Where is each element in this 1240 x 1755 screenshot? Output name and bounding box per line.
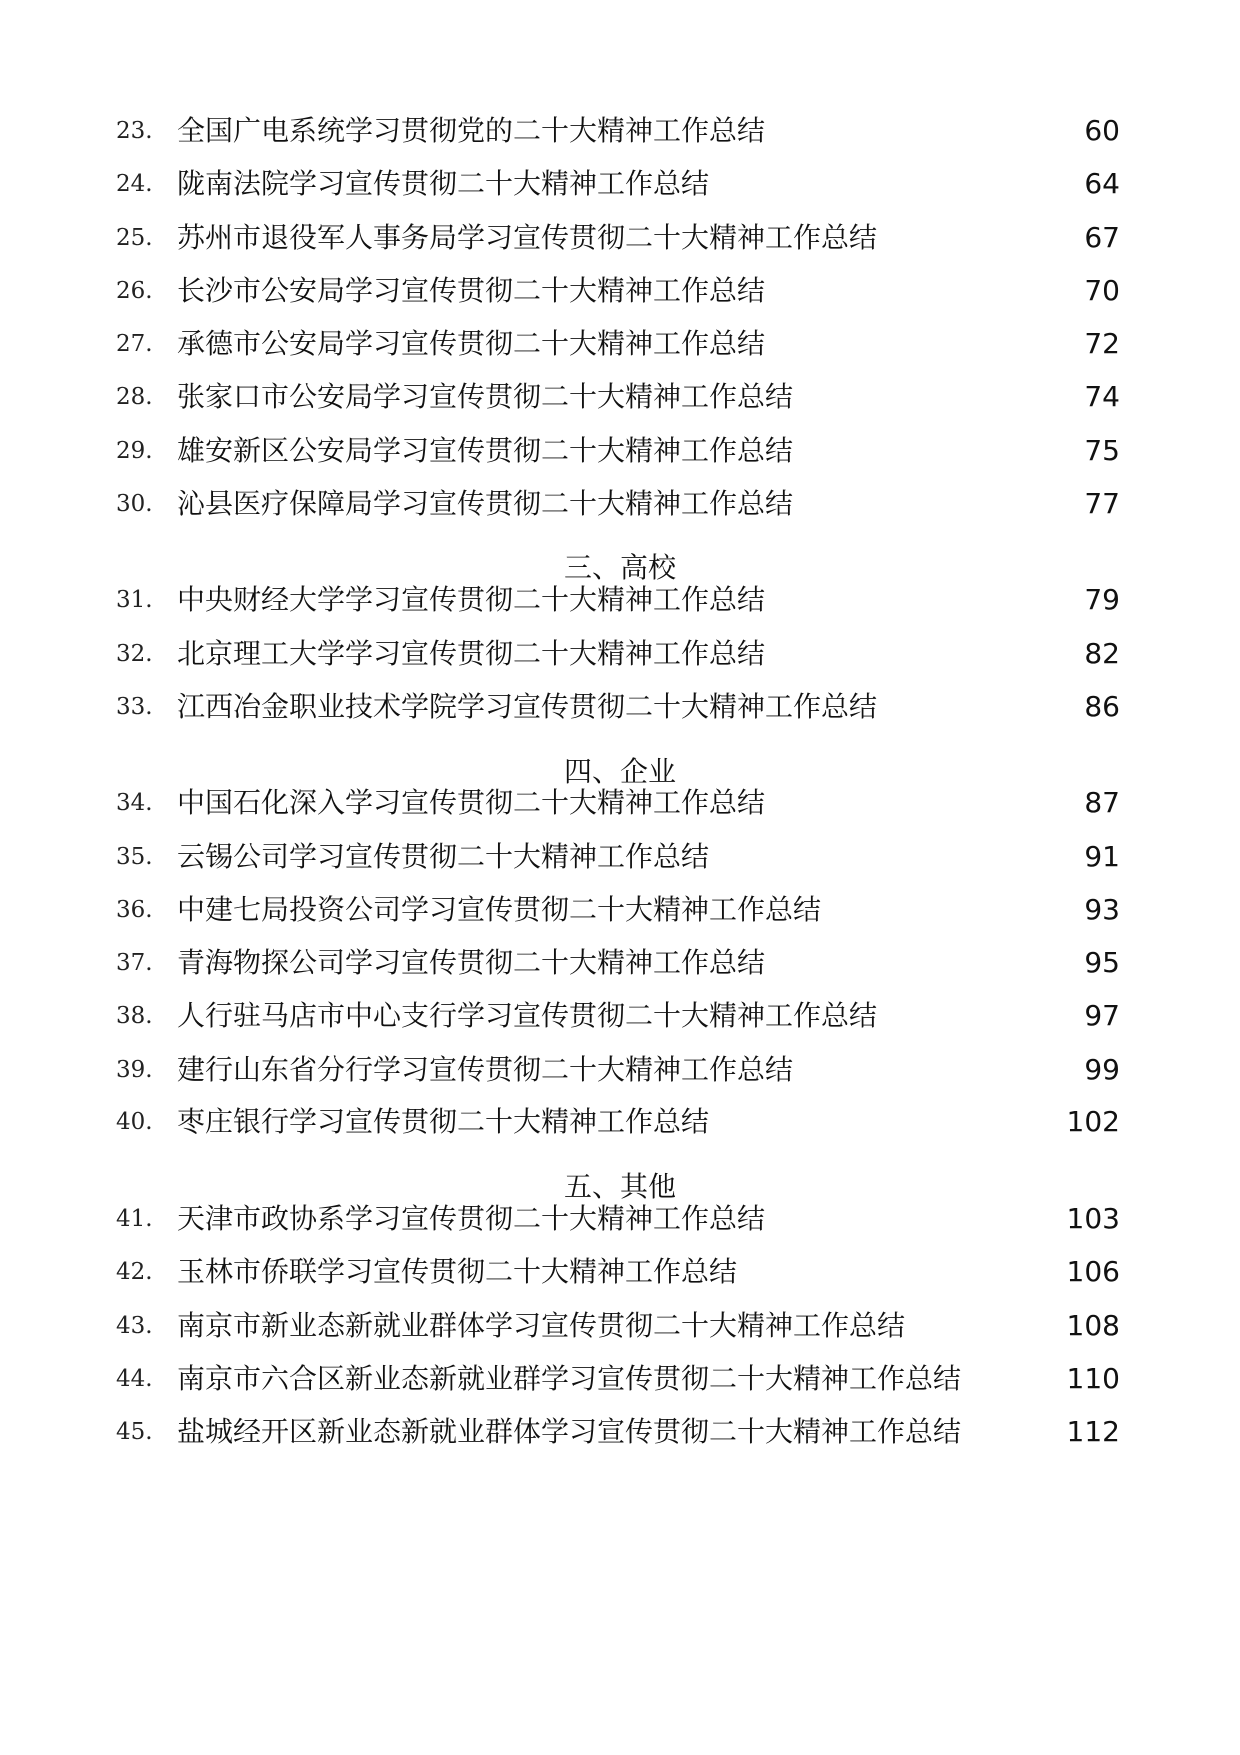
toc-entry-number: 37. xyxy=(116,950,153,976)
toc-entry-number: 25. xyxy=(116,225,153,251)
toc-entry-page-number: 70 xyxy=(1084,274,1120,307)
toc-entry-number: 44. xyxy=(116,1366,153,1392)
toc-entry-page-number: 99 xyxy=(1084,1053,1120,1086)
toc-entry-page-number: 103 xyxy=(1066,1202,1120,1235)
toc-entry-title: 沁县医疗保障局学习宣传贯彻二十大精神工作总结 xyxy=(177,487,794,520)
toc-entry-title: 青海物探公司学习宣传贯彻二十大精神工作总结 xyxy=(177,946,766,979)
toc-entry-page-number: 102 xyxy=(1066,1105,1120,1138)
toc-entry-page-number: 74 xyxy=(1084,380,1120,413)
toc-entry-title: 枣庄银行学习宣传贯彻二十大精神工作总结 xyxy=(177,1105,710,1138)
toc-entry-number: 28. xyxy=(116,384,153,410)
toc-entry-title: 玉林市侨联学习宣传贯彻二十大精神工作总结 xyxy=(177,1255,738,1288)
toc-entry-number: 39. xyxy=(116,1057,153,1083)
toc-entry-title: 中国石化深入学习宣传贯彻二十大精神工作总结 xyxy=(177,786,766,819)
section-heading: 五、其他 xyxy=(563,1170,676,1203)
toc-entry-title: 南京市新业态新就业群体学习宣传贯彻二十大精神工作总结 xyxy=(177,1309,906,1342)
toc-entry-title: 建行山东省分行学习宣传贯彻二十大精神工作总结 xyxy=(177,1053,794,1086)
toc-entry-page-number: 82 xyxy=(1084,637,1120,670)
toc-entry[interactable] xyxy=(0,1247,1240,1297)
toc-entry[interactable] xyxy=(0,159,1240,209)
toc-entry-page-number: 108 xyxy=(1066,1309,1120,1342)
toc-entry[interactable] xyxy=(0,682,1240,732)
toc-entry-number: 32. xyxy=(116,641,153,667)
toc-entry-page-number: 97 xyxy=(1084,999,1120,1032)
toc-entry-page-number: 112 xyxy=(1066,1415,1120,1448)
toc-entry-title: 北京理工大学学习宣传贯彻二十大精神工作总结 xyxy=(177,637,766,670)
toc-entry-title: 云锡公司学习宣传贯彻二十大精神工作总结 xyxy=(177,840,710,873)
toc-entry-number: 43. xyxy=(116,1313,153,1339)
toc-entry[interactable] xyxy=(0,266,1240,316)
toc-entry[interactable] xyxy=(0,479,1240,529)
toc-entry-number: 24. xyxy=(116,171,153,197)
toc-entry-number: 34. xyxy=(116,790,153,816)
toc-entry[interactable] xyxy=(0,1097,1240,1147)
toc-entry-title: 天津市政协系学习宣传贯彻二十大精神工作总结 xyxy=(177,1202,766,1235)
toc-entry-page-number: 72 xyxy=(1084,327,1120,360)
toc-entry[interactable] xyxy=(0,319,1240,369)
toc-entry-number: 33. xyxy=(116,694,153,720)
toc-entry-title: 南京市六合区新业态新就业群学习宣传贯彻二十大精神工作总结 xyxy=(177,1362,962,1395)
toc-entry-title: 江西冶金职业技术学院学习宣传贯彻二十大精神工作总结 xyxy=(177,690,878,723)
toc-entry[interactable] xyxy=(0,885,1240,935)
toc-entry[interactable] xyxy=(0,213,1240,263)
toc-entry-page-number: 95 xyxy=(1084,946,1120,979)
toc-entry[interactable] xyxy=(0,1407,1240,1457)
toc-entry-number: 35. xyxy=(116,844,153,870)
toc-entry-title: 陇南法院学习宣传贯彻二十大精神工作总结 xyxy=(177,167,710,200)
toc-entry-title: 雄安新区公安局学习宣传贯彻二十大精神工作总结 xyxy=(177,434,794,467)
toc-entry-title: 盐城经开区新业态新就业群体学习宣传贯彻二十大精神工作总结 xyxy=(177,1415,962,1448)
toc-entry[interactable] xyxy=(0,1194,1240,1244)
toc-entry-title: 承德市公安局学习宣传贯彻二十大精神工作总结 xyxy=(177,327,766,360)
toc-entry[interactable] xyxy=(0,938,1240,988)
toc-entry-number: 23. xyxy=(116,118,153,144)
toc-entry[interactable] xyxy=(0,629,1240,679)
toc-entry-title: 苏州市退役军人事务局学习宣传贯彻二十大精神工作总结 xyxy=(177,221,878,254)
toc-entry-page-number: 64 xyxy=(1084,167,1120,200)
toc-entry-title: 长沙市公安局学习宣传贯彻二十大精神工作总结 xyxy=(177,274,766,307)
section-heading: 四、企业 xyxy=(563,755,676,788)
toc-entry-number: 26. xyxy=(116,278,153,304)
toc-entry-page-number: 86 xyxy=(1084,690,1120,723)
toc-entry-number: 42. xyxy=(116,1259,153,1285)
toc-entry[interactable] xyxy=(0,778,1240,828)
toc-entry[interactable] xyxy=(0,575,1240,625)
toc-entry[interactable] xyxy=(0,991,1240,1041)
toc-entry-number: 30. xyxy=(116,491,153,517)
toc-entry-page-number: 106 xyxy=(1066,1255,1120,1288)
toc-entry[interactable] xyxy=(0,832,1240,882)
toc-entry[interactable] xyxy=(0,1301,1240,1351)
toc-entry-page-number: 87 xyxy=(1084,786,1120,819)
toc-entry-page-number: 110 xyxy=(1066,1362,1120,1395)
toc-entry-number: 38. xyxy=(116,1003,153,1029)
section-heading: 三、高校 xyxy=(563,551,676,584)
toc-entry-title: 中建七局投资公司学习宣传贯彻二十大精神工作总结 xyxy=(177,893,822,926)
toc-entry-title: 张家口市公安局学习宣传贯彻二十大精神工作总结 xyxy=(177,380,794,413)
toc-entry-page-number: 67 xyxy=(1084,221,1120,254)
toc-entry-title: 全国广电系统学习贯彻党的二十大精神工作总结 xyxy=(177,114,766,147)
toc-entry[interactable] xyxy=(0,1354,1240,1404)
toc-entry[interactable] xyxy=(0,1045,1240,1095)
toc-entry-page-number: 93 xyxy=(1084,893,1120,926)
toc-entry[interactable] xyxy=(0,372,1240,422)
toc-entry-title: 人行驻马店市中心支行学习宣传贯彻二十大精神工作总结 xyxy=(177,999,878,1032)
toc-entry-number: 31. xyxy=(116,587,153,613)
toc-entry-page-number: 91 xyxy=(1084,840,1120,873)
toc-entry[interactable] xyxy=(0,106,1240,156)
toc-entry-page-number: 77 xyxy=(1084,487,1120,520)
toc-entry-page-number: 79 xyxy=(1084,583,1120,616)
toc-entry-number: 45. xyxy=(116,1419,153,1445)
toc-entry-number: 41. xyxy=(116,1206,153,1232)
toc-entry-page-number: 75 xyxy=(1084,434,1120,467)
toc-entry-number: 29. xyxy=(116,438,153,464)
toc-entry-number: 27. xyxy=(116,331,153,357)
toc-entry-number: 36. xyxy=(116,897,153,923)
toc-entry-title: 中央财经大学学习宣传贯彻二十大精神工作总结 xyxy=(177,583,766,616)
toc-entry-number: 40. xyxy=(116,1109,153,1135)
toc-entry[interactable] xyxy=(0,426,1240,476)
toc-entry-page-number: 60 xyxy=(1084,114,1120,147)
